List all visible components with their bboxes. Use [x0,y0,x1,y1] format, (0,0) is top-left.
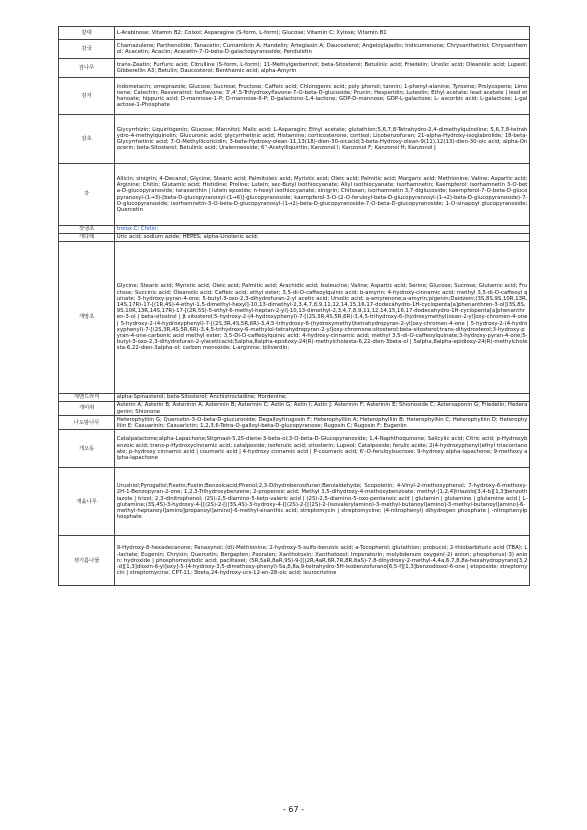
plant-name-cell: 개망초 [59,241,115,393]
plant-name-cell: 갈대 [59,27,115,40]
table-row [59,241,530,393]
table-row [59,468,530,536]
table-row [59,234,530,242]
table-row [59,115,530,164]
page-number: - 67 - [282,805,305,814]
table-row [59,59,530,78]
compound-table [58,26,530,586]
plant-name-cell: 개옻나무 [59,468,115,536]
table-row [59,401,530,415]
plant-name-cell: 감자 [59,78,115,115]
plant-name-cell: 나도밤나무 [59,416,115,430]
table-row [59,416,530,430]
plant-name-cell: 개미취 [59,401,115,415]
plant-name-cell: 감초 [59,115,115,164]
table-row [59,164,530,226]
table-row [59,393,530,401]
compound-list-cell: indometacin; omeprazole; Glucose; Sucrose; Fructose; Caffeic acid; Chlorogenic acid; poly phenol; tannin; 1-phenyl-alanine; Tyrosine; Prolycopene; Limonene; Catechin; Resveratrol; Isoflavone; 3',4',5-Trihydroxyflavone-7-O-beta-D-glucoside; Prunin; Hesperidin; Luteolin; Ethyl acetate; lead acetate | lead ethanoate; hippuric acid; D-mannose-1-P; D-mannose-6-P; D-galactono-1,4-lactone; GDP-D-mannose; GDP-L-galactose; L- ascorbic acid; L-galactose; L-galactose-1-Phosphate [115,78,530,115]
table-row [59,27,530,40]
compound-list-cell: Asterin A; Asterin B; Asterinin A; Asterinin B; Asterinin C; Astin G; Astin I; Astin J; Asterinin F; Asterinin E; Shionoside C; Astersaponin G; Friedelin; Hederagenin; Shionone [115,401,530,415]
compound-list-cell: Allicin; sinigrin; 4-Decanol; Glycine; Stearic acid; Palmitoleic acid; Myristic acid; Oleic acid; Palmitic acid; Margaric acid; Methionine; Valine; Aspartic acid; Arginine; Chitin; Glutamic acid; Histidine; Proline; Lutein; sec-Butyl isothiocyanate; Allyl isothiocyanate; Isorhamnetin; Kaempferol; isorhamnetin 3-O-beta-D-glucopyranoside; taraxanthin | lutein epoxide; n-hexyl isothiocyanate; sinigrin; Chitosan; isorhamnetin 3,7-diglucoside; kaempferol-7-O-beta-D-glucopyranosyl-(1→3)-[beta-D-glucopyranosyl-(1→6)]-glucopyranoside; kaempferol-3-O-(2-O-feruloyl-beta-D-glucopyranosyl-(1→2)-beta-D-glucopyranoside)-7-O-glucopyranoside; isorhamnetin-3-O-beta-D-glucopyranosyl-(1→2)-beta-D-glucopyranoside-7-O-beta-D-glucopyranoside; 1-O-sinapoyl glucopyranoside; Quercetin [115,164,530,226]
plant-name-cell: 개다래 [59,234,115,242]
table-row [59,40,530,59]
compound-list-cell: Glycyrrhizin; Liquiritigenin; Glucose; Mannitol; Malic acid; L-Asparagin; Ethyl acetate; glutathion;5,6,7,8-Tetrahydro-2,4-dimethylquinoline; 5,6,7,8-tetrahydro-4-methylquinolin; Glucuronic acid; glycyrrhetinic acid; Histamine; corticosterone; cortisol; Licobenzofuran; 21-alpha-Hydroxy-isoglabrolide; 18-beta-Glycyrrhetinic acid; 7-O-Methyllicoricidin; 3-beta-Hydroxy-olean-11,13(18)-dien-30-oicacid;3-beta-Hydroxy-olean-9(11),12(13)-dien-30-oic acid; alpha-Onocerin; beta-Sitosterol; Betulinic acid; Uralenneoside; 6''-Acetylliquiritin; Kanzonol I; Kanzonol F; Kanzonol H; Kanzonol J [115,115,530,164]
compound-table-body [59,27,530,586]
plant-name-cell: 감나무 [59,59,115,78]
compound-list-cell: Chamazulene; Parthenolide; Tanacetin; Cumambrin A; Handelin; Arteglasin A; Daucosterol; Angeloylajadin; Indicumenone; Chrysanthetriol; Chrysanthemol; Acacetin; Acaciin; Acacetin-7-O-beta-D-galactopyranoside; Penduletin [115,40,530,59]
compound-list-cell: trolox C; Chitin; [115,226,530,234]
plant-name-cell: 갓냉초 [59,226,115,234]
plant-name-cell: 개맨드라미 [59,393,115,401]
plant-name-cell: 갓 [59,164,115,226]
plant-name-cell: 갯기름나물 [59,536,115,586]
compound-list-cell: Urushiol;Pyrogallol;Fisetin;Fustin;Benzoicacid;Phenol;2,3-Dihydrobenzofuran;Benzaldehyde; Scopoletin; 4-Vinyl-2-methoxyphenol; 7-hydroxy-6-methoxy-2H-1-Benzopyran-2-one; 1,2,3-Trihydroxybenzene; 2-propenoic acid; Methyl 3,5-dihydroxy-4-methoxybenzoate; methyl-[1,2,4]triazolo[3,4-b][1,3]benzothiazole | trizol; 2,3-dinitrophenol; (2S)-2,5-diamino-5-keto-valeric acid | (2S)-2,5-diamino-5-oxo-pentanoic acid | glutamin | glutamine | glutamine acid | L-glutamine;(3S,4S)-3-hydroxy-4-[[(2S)-2-[[(3S,4S)-3-hydroxy-4-[[(2S)-2-[[(2S)-2-(isovalerylamino)-3-methyl-butanoyl]amino]-3-methyl-butanoyl]amino]-6-methyl-heptanoyl]amino]propanoyl]amino]-6-methyl-enanthic acid; streptomycin | streptomycine; (4-nitrophenyl) dihydrogen phosphate | -nitrophenylphosphate [115,468,530,536]
compound-list-cell: alpha-Spinasterol; beta-Sitosterol; Anchistrocladine; Hordenine; [115,393,530,401]
table-row [59,226,530,234]
plant-name-cell: 개오동 [59,430,115,468]
compound-list-cell: Glycine; Stearic acid; Myristic acid; Oleic acid; Palmitic acid; Arachidic acid; Isoleucine; Valine; Aspartic acid; Serine; Glucose; Sucrose; Glutamic acid; Fructose; Succinic acid; Oleanolic acid; Caffeic acid; ethyl ester; 3,5-di-O-caffeoylquinic acid; b-amyrin; 4-hydroxy-cinnamic acid; methyl 3,5-di-O-caffeoyl quinate; 3-hydroxy-pyran-4-one; 5-butyl-3-oxo-2,3-dihydrofuran-2-yl acetic acid; Ursolic acid; a-amyrenone;a-amyrin;pigenin;Daidzein;(3S,8S,9S,10R,13R,14S,17R)-17-[(1R,4S)-4-ethyl-1,5-dimethyl-hexyl]-10,13-dimethyl-2,3,4,7,8,9,11,12,14,15,16,17-dodecahydro-1H-cyclopenta[a]phenanthren-3-ol](3S,8S,9S,10R,13R,14S,17R)-17-[(2R,5S)-5-ethyl-6-methyl-heptan-2-yl]-10,13-dimethyl-2,3,4,7,8,9,11,12,14,15,16,17-dodecahydro-1H-cyclopenta[a]phenanthren-3-ol | beta-sitostrol | β sitosterol;5-hydroxy-2-(4-hydroxyphenyl)-7-[(2S,3R,4S,5R,6R)-3,4,5-trihydroxy-6-(hydroxymethyl)oxan-2-yl]oxy-chromen-4-one | 5-hydroxy-2-(4-hydroxyphenyl)-7-[(2S,3R,4S,5R,6R)-3,4,5-trihydroxy-6-(hydroxymethyl)tetrahydropyran-2-yl]oxy-chromen-4-one | 5-hydroxy-2-(4-hydroxyphenyl)-7-[(2S,3R,4S,5R,6R)-3,4,5-trihydroxy-6-methylol-tetrahydropyran-2-yl]oxy-chromone;sitosterol;beta-sitosterol;trans-dihydrosterol;3-hydroxy-pyran-4-one-carbonic acid methyl ester; 3,5-Di-O-caffeoylquinic acid; 4-hydroxy-cinnamic acid; methyl 3,5-di-O-caffeoylquinate;3-hydroxy-pyran-4-one;5-butyl-3-oxo-2,3-dihydrofuran-2-ylaceticacid;5alpha,8alpha-epidioxy-24(R)-methylcholesta-6,22-dien-3beta-ol | 5alpha,8alpha-epidioxy-24(R)-methylcholesta-6,22-dien-3alpha-ol; carbon monoxide; L-arginine; biliverdin; [115,241,530,393]
compound-list-cell: Uric acid; sodium azide; HEPES; alpha-Linolenic acid; [115,234,530,242]
plant-name-cell: 감국 [59,40,115,59]
compound-list-cell: 9-Hydroxy-8-hexadecanone; Panaxynol; (dl)-Methionine; 2-hydroxy-5-sulfo-benzoic acid; a-Tocopherol; glutathion; probucol; 2-thiobarbituric acid (TBA); L-lactate; Eugenin; Chrysin; Quercetin; Bergapten; Psoralen; Xanthotoxin; Xanthotoxol; Imperatorin; molybdenum oxygen(-2) anion; phosphorus(-3) anion; hydroxide | phosphomolybdic acid; paclitaxel; (5R,5aR,8aR,9S)-9-[[(2R,4aR,6R,7R,8R,8aS)-7,8-dihydroxy-2-methyl-4,4a,6,7,8,8a-hexahydropyrano[3,2-d][1,3]dioxin-6-yl]oxy]-5-(4-hydroxy-3,5-dimethoxy-phenyl)-5a,8,8a,9-tetrahydro-5H-isobenzofurano[6,5-f][1,3]benzodioxol-6-one | etoposide; streptomycin | streptomycine; CPT-11; 3beta,24-hydroxy-urs-12-en-28-oic acid; leurocristine [115,536,530,586]
table-row [59,430,530,468]
table-row [59,536,530,586]
compound-list-cell: Catalpalactone;alpha-Lapachone;Stigmast-5,25-diene-3-beta-ol;3-O-beta-D-Glucopyranoside; 1,4-Naphthoquinone; Salicylic acid; Citric acid; p-Hydroxybenzoic acid; trans-p-Hydroxycinnamic acid; catalposide; isoferulic acid; sitosterin; Lupeol; Catalposide; ferulic acide; 2(4-hydroxyphenyl)ethyl triacontanoate; p-hydroxy cinnamic acid | coumaric acid | 4-hydroxy cinnamic acid | P-coumaric acid; 6'-O-feruloylsucrose; 9-hydroxy alpha-lapachone; 9-methoxy alpha-lapachone [115,430,530,468]
compound-list-cell: trans-Zeatin; Furfuric acid; Citrulline (S-form, L-form); 11-Methylgerberinol; beta-Sitosterol; Betulinic acid; Friedelin; Ursolic acid; Oleanolic acid; Lupeol; Gibberellin A3; Betulin; Daucosterol; Benthamic acid; alpha-Amyrin [115,59,530,78]
compound-list-cell: Heterophylliin G; Quercetin-3-O-beta-D-glucuronide; Degalloyltrugosin F; Heterophylliin A; Heterophylliin B; Heterophylliin C; Heterophylliin D; Heterophylliin E; Casuarinin; Casuarictin; 1,2,3,6-Tetra-O-galloyl-beta-D-glucopyranose; Rugosin C; Rugosin F; Eugeniin [115,416,530,430]
compound-list-cell: L-Arabinose; Vitamin B2; Coixol; Asparagine (S-form, L-form); Glucose; Vitamin C; Xylose; Vitamin B1 [115,27,530,40]
table-row [59,78,530,115]
